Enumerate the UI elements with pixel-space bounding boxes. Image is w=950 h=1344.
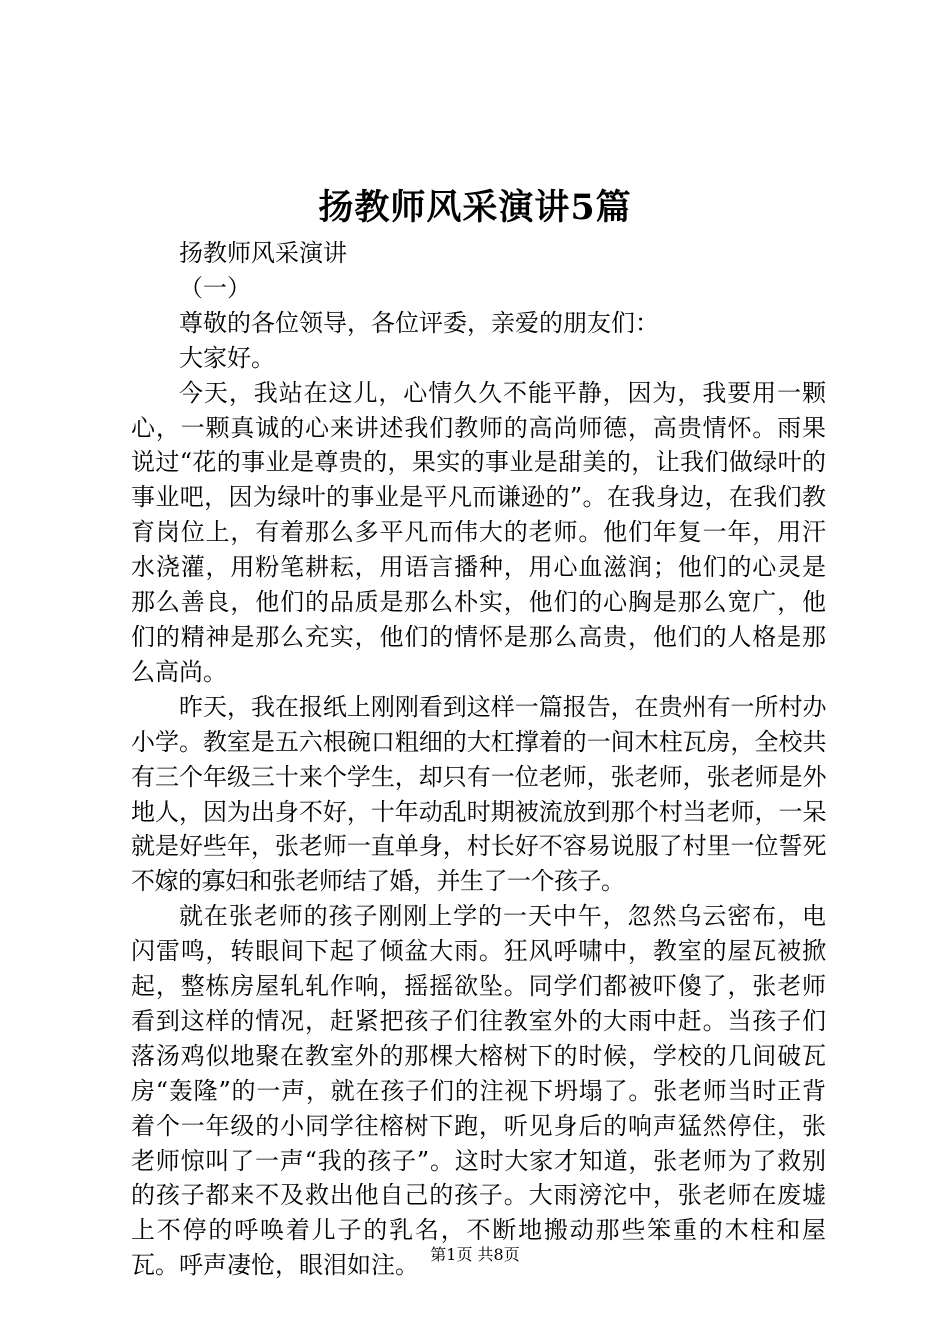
- document-title: 扬教师风采演讲5篇: [318, 187, 632, 228]
- paragraph-subtitle: 扬教师风采演讲: [179, 239, 347, 267]
- paragraph-section-number: （一）: [179, 273, 251, 302]
- paragraph-body-3: 就在张老师的孩子刚刚上学的一天中午，忽然乌云密布，电闪雷鸣，转眼间下起了倾盆大雨。狂风呼啸中，教室的屋瓦被掀起，整栋房屋轧轧作响，摇摇欲坠。同学们都被吓傻了，张老师看到这样的情况，赶紧把孩子们往教室外的大雨中赶。当孩子们落汤鸡似地聚在教室外的那棵大榕树下的时候，学校的几间破瓦房“轰隆”的一声，就在孩子们的注视下坍塌了。张老师当时正背着个一年级的小同学往榕树下跑，听见身后的响声猛然停住，张老师惊叫了一声“我的孩子”。这时大家才知道，张老师为了救别的孩子都来不及救出他自己的孩子。大雨滂沱中，张老师在废墟上不停的呼唤着儿子的乳名，不断地搬动那些笨重的木柱和屋瓦。呼声凄怆，眼泪如注。: [131, 902, 826, 1280]
- paragraph-greeting: 大家好。: [179, 343, 275, 372]
- paragraph-body-2: 昨天，我在报纸上刚刚看到这样一篇报告，在贵州有一所村办小学。教室是五六根碗口粗细的大杠撑着的一间木柱瓦房，全校共有三个年级三十来个学生，却只有一位老师，张老师，张老师是外地人，因为出身不好，十年动乱时期被流放到那个村当老师，一呆就是好些年，张老师一直单身，村长好不容易说服了村里一位誓死不嫁的寡妇和张老师结了婚，并生了一个孩子。: [131, 692, 826, 896]
- paragraph-body-1: 今天，我站在这儿，心情久久不能平静，因为，我要用一颗心，一颗真诚的心来讲述我们教师的高尚师德，高贵情怀。雨果说过“花的事业是尊贵的，果实的事业是甜美的，让我们做绿叶的事业吧，因为绿叶的事业是平凡而谦逊的”。在我身边，在我们教育岗位上，有着那么多平凡而伟大的老师。他们年复一年，用汗水浇灌，用粉笔耕耘，用语言播种，用心血滋润；他们的心灵是那么善良，他们的品质是那么朴实，他们的心胸是那么宽广，他们的精神是那么充实，他们的情怀是那么高贵，他们的人格是那么高尚。: [131, 378, 826, 686]
- page-number-footer: 第1页 共8页: [430, 1245, 520, 1264]
- paragraph-salutation: 尊敬的各位领导，各位评委，亲爱的朋友们：: [179, 308, 659, 337]
- document-body: [131, 236, 826, 1283]
